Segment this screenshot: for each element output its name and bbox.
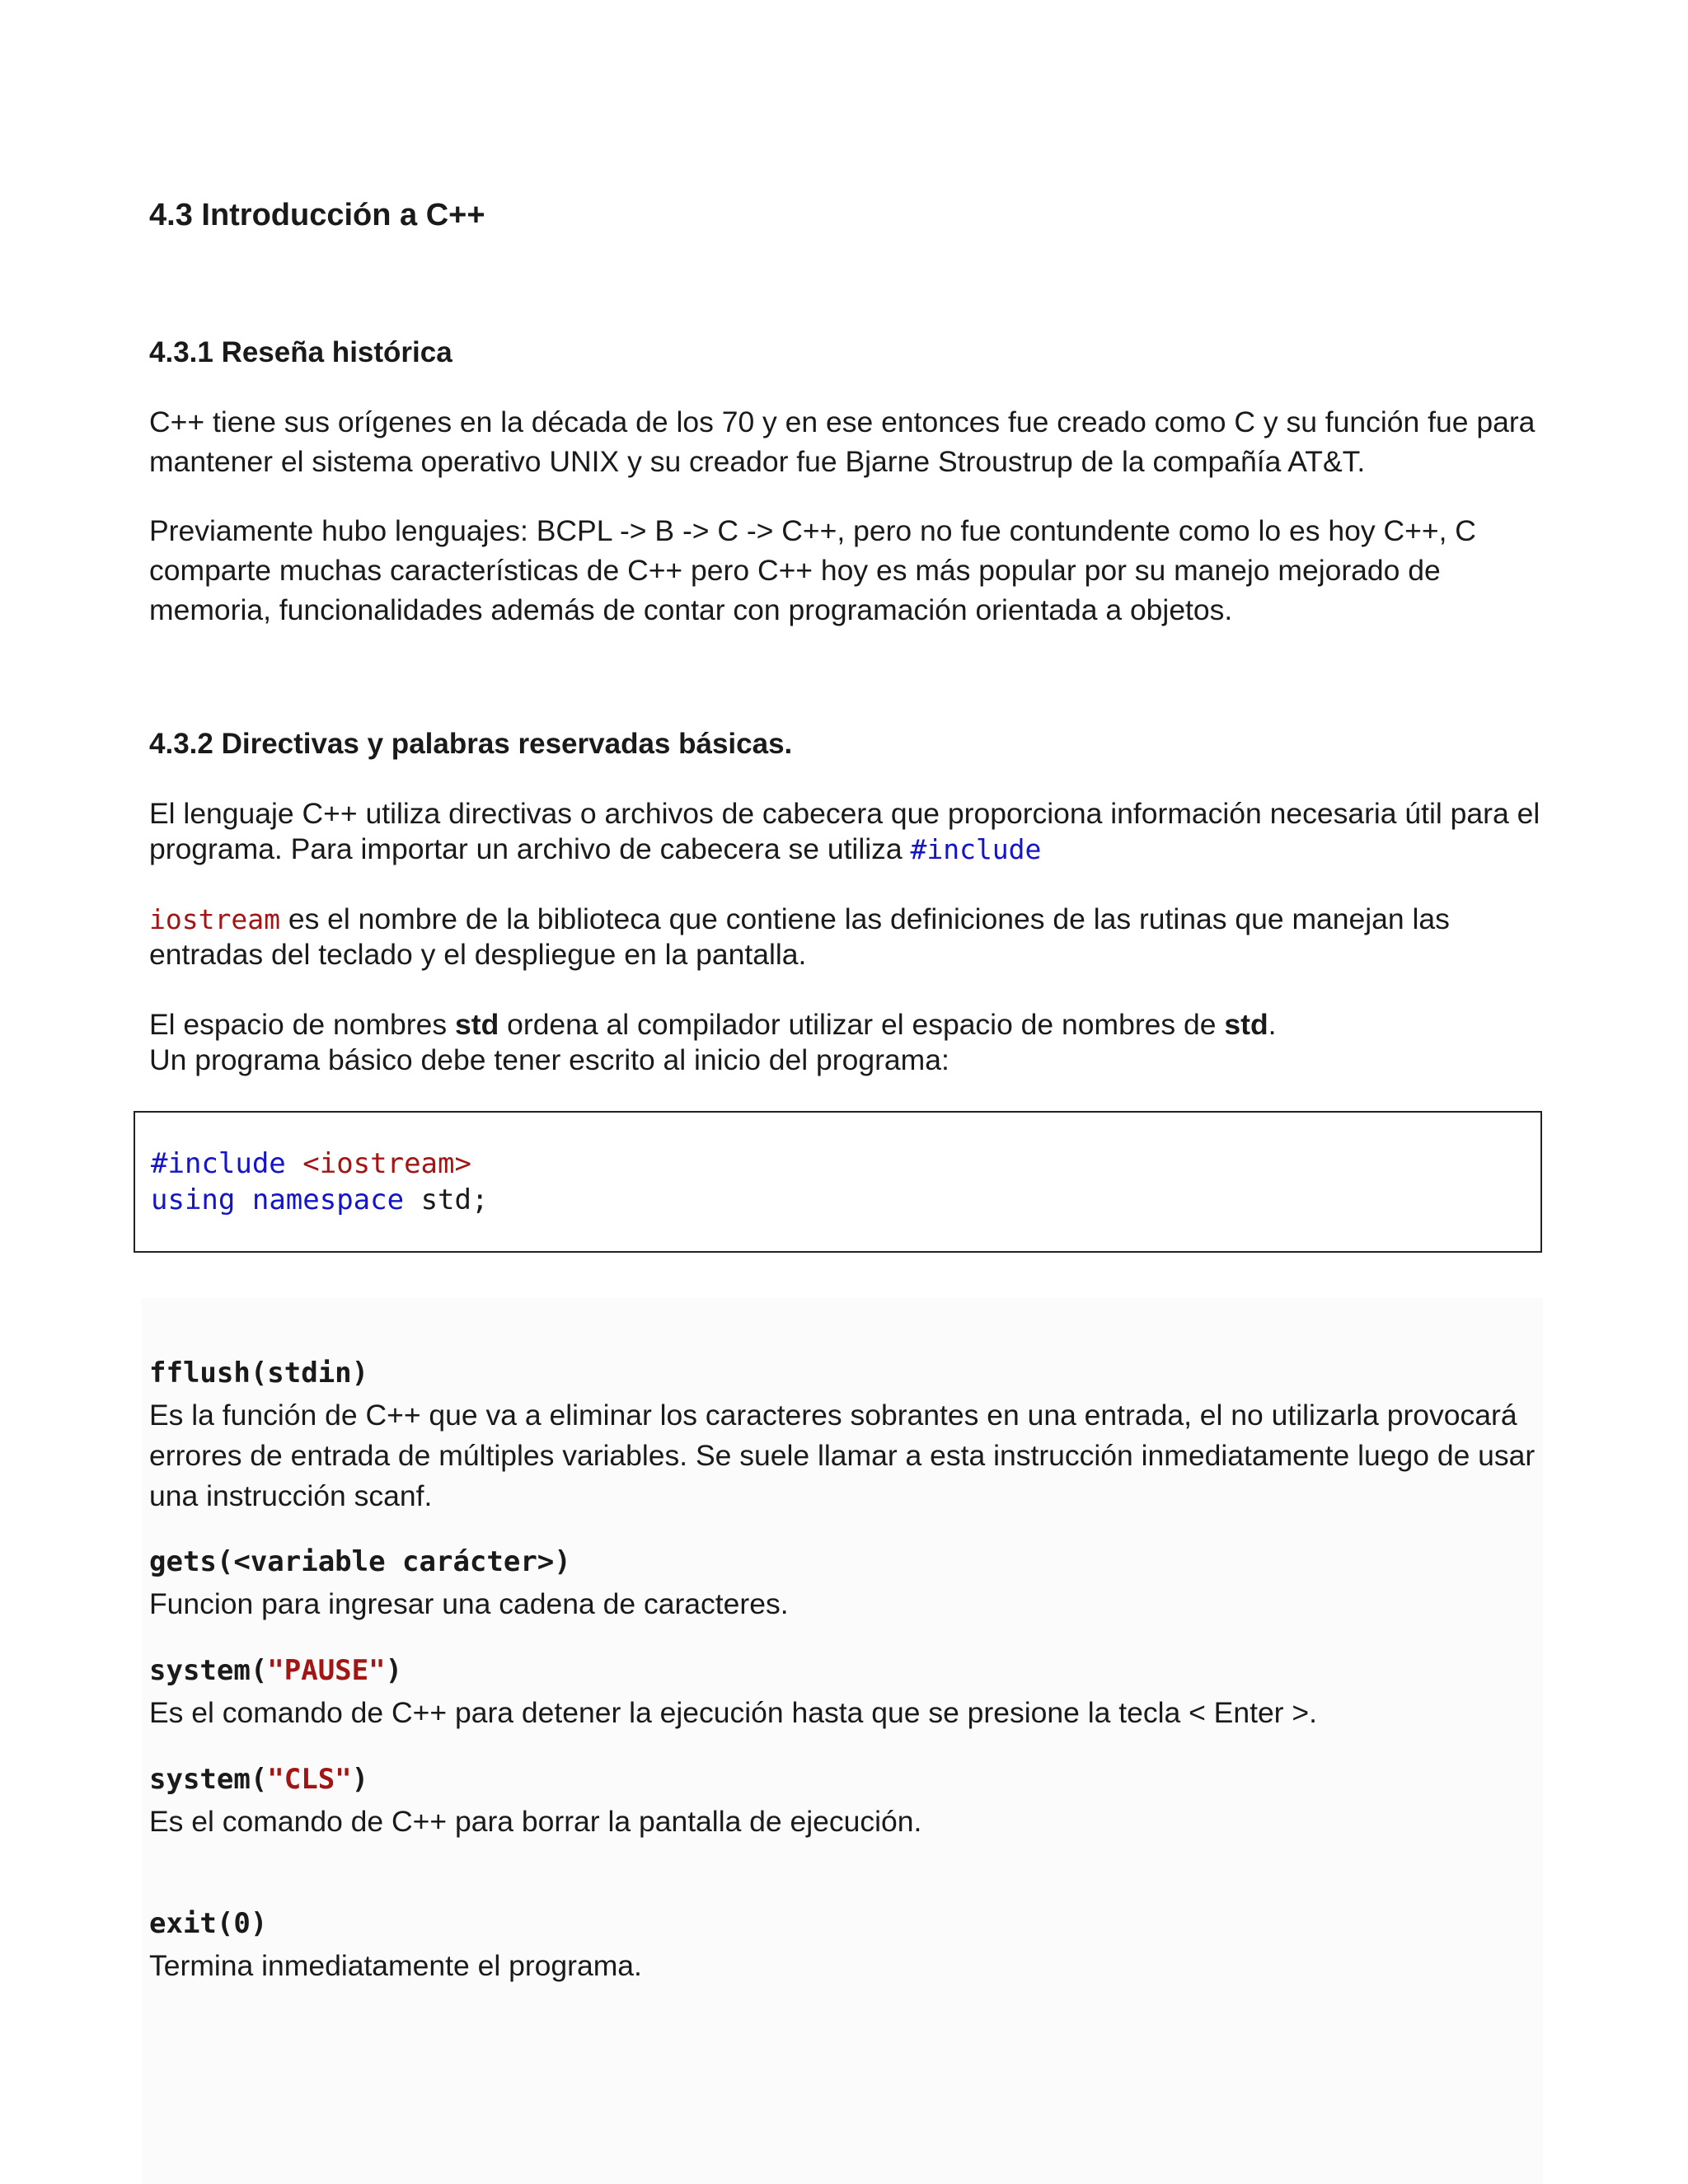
directives-paragraph-3 bbox=[149, 1007, 1550, 1078]
iostream-keyword: iostream bbox=[149, 903, 280, 935]
system-pause-sig-a: system( bbox=[149, 1654, 268, 1687]
history-paragraph-1: C++ tiene sus orígenes en la década de los 70 y en ese entonces fue creado como C y su función fue para mantener el sistema operativo UNIX y su creador fue Bjarne Stroustrup de la compañía AT&T. bbox=[149, 405, 1536, 478]
exit-description: Termina inmediatamente el programa. bbox=[149, 1949, 642, 1982]
system-cls-description: Es el comando de C++ para borrar la pantalla de ejecución. bbox=[149, 1805, 922, 1838]
p3-part-c: . bbox=[1268, 1008, 1277, 1041]
code-line-2 bbox=[151, 1183, 488, 1216]
exit-signature bbox=[149, 1907, 267, 1940]
gets-description: Funcion para ingresar una cadena de caracteres. bbox=[149, 1587, 789, 1620]
include-keyword: #include bbox=[910, 833, 1042, 865]
system-cls-sig-a: system( bbox=[149, 1763, 268, 1796]
p3-part-a: El espacio de nombres bbox=[149, 1008, 448, 1041]
history-paragraph-2: Previamente hubo lenguajes: BCPL -> B -> C -> C++, pero no fue contundente como lo es hoy C++, C comparte muchas características de C++ pero C++ hoy es más popular por su manejo mejorado de memoria, funcionalidades además de contar con programación orientada a objetos. bbox=[149, 514, 1476, 626]
directives-paragraph-1 bbox=[149, 796, 1550, 867]
system-pause-description: Es el comando de C++ para detener la ejecución hasta que se presione la tecla < Enter >. bbox=[149, 1696, 1317, 1729]
code-include-directive: #include bbox=[151, 1147, 286, 1180]
directives-p1-text: El lenguaje C++ utiliza directivas o archivos de cabecera que proporciona información necesaria útil para el programa. Para importar un archivo de cabecera se utiliza bbox=[149, 797, 1540, 865]
fflush-description: Es la función de C++ que va a eliminar los caracteres sobrantes en una entrada, el no utilizarla provocará errores de entrada de múltiples variables. Se suele llamar a esta instrucción inmediatamente luego de usar una instrucción scanf. bbox=[149, 1399, 1536, 1512]
system-pause-sig-b: ) bbox=[385, 1654, 403, 1687]
code-using-keyword: using bbox=[151, 1183, 236, 1216]
p3-part-b: ordena al compilador utilizar el espacio de nombres de bbox=[507, 1008, 1217, 1041]
system-pause-string: "PAUSE" bbox=[267, 1654, 386, 1687]
fflush-signature bbox=[149, 1357, 368, 1390]
directives-p2-text: es el nombre de la biblioteca que contiene las definiciones de las rutinas que manejan las entradas del teclado y el despliegue en la pantalla. bbox=[149, 902, 1450, 971]
code-line-1 bbox=[151, 1147, 471, 1180]
code-block bbox=[134, 1111, 1542, 1253]
history-heading: 4.3.1 Reseña histórica bbox=[149, 336, 452, 368]
code-std: std; bbox=[420, 1183, 489, 1216]
exit-sig-text: exit(0) bbox=[149, 1907, 268, 1940]
code-namespace-keyword: namespace bbox=[251, 1183, 405, 1216]
std-bold-2: std bbox=[1224, 1008, 1268, 1041]
fflush-sig-text: fflush(stdin) bbox=[149, 1357, 369, 1390]
system-pause-signature bbox=[149, 1654, 402, 1687]
system-cls-signature bbox=[149, 1763, 368, 1796]
directives-p4: Un programa básico debe tener escrito al inicio del programa: bbox=[149, 1043, 950, 1076]
section-title: 4.3 Introducción a C++ bbox=[149, 198, 485, 232]
directives-heading: 4.3.2 Directivas y palabras reservadas básicas. bbox=[149, 728, 793, 760]
gets-signature bbox=[149, 1545, 571, 1578]
directives-paragraph-2 bbox=[149, 902, 1550, 972]
code-iostream-header: <iostream> bbox=[302, 1147, 471, 1180]
std-bold-1: std bbox=[455, 1008, 499, 1041]
system-cls-string: "CLS" bbox=[267, 1763, 352, 1796]
system-cls-sig-b: ) bbox=[351, 1763, 369, 1796]
gets-sig-text: gets(<variable carácter>) bbox=[149, 1545, 571, 1578]
